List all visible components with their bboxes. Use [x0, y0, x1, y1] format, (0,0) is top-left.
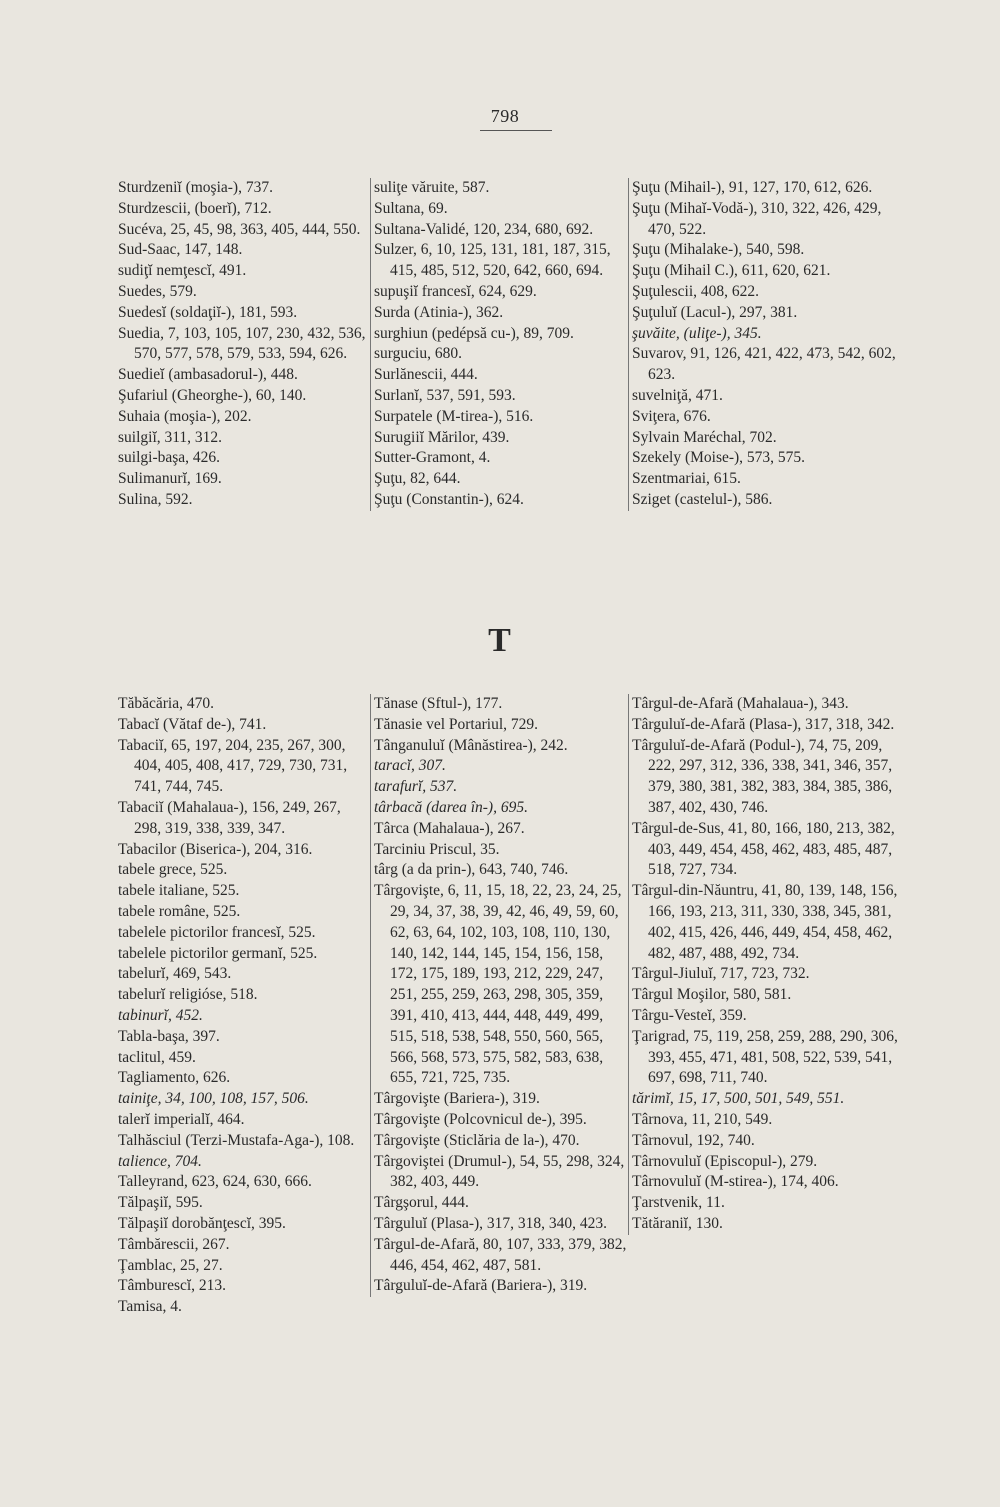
index-entry: Tabaciĭ, 65, 197, 204, 235, 267, 300, 404, 405, 408, 417, 729, 730, 731, 741, 744, 745. — [118, 736, 348, 796]
index-column-top-3 — [628, 178, 900, 511]
page-number-rule — [480, 130, 552, 131]
index-entry: Tălpaşiĭ, 595. — [118, 1194, 203, 1212]
index-entry: Talhăsciul (Terzi-Mustafa-Aga-), 108. — [118, 1131, 355, 1149]
index-entry: Târguluĭ-de-Afară (Plasa-), 317, 318, 342. — [632, 715, 895, 733]
index-entry: tabelele pictorilor francesĭ, 525. — [118, 923, 316, 941]
index-entry: Suhaia (moşia-), 202. — [118, 407, 252, 425]
index-entry: Sulzer, 6, 10, 125, 131, 181, 187, 315, 415, 485, 512, 520, 642, 660, 694. — [374, 241, 611, 280]
index-entry: Ţarigrad, 75, 119, 258, 259, 288, 290, 306, 393, 455, 471, 481, 508, 522, 539, 541, 697, 698, 711, 740. — [632, 1027, 898, 1087]
index-entry: Tagliamento, 626. — [118, 1069, 231, 1087]
index-entry: Târgovişte (Bariera-), 319. — [374, 1090, 540, 1108]
index-entry: Târgu-Vesteĭ, 359. — [632, 1006, 747, 1024]
index-entry: Surlanĭ, 537, 591, 593. — [374, 386, 516, 404]
index-entry: Sturdzeniĭ (moşia-), 737. — [118, 179, 273, 196]
index-entry: Suedieĭ (ambasadorul-), 448. — [118, 366, 298, 384]
index-entry: talerĭ imperialĭ, 464. — [118, 1110, 245, 1128]
index-entry: şuvăite, (uliţe-), 345. — [632, 324, 762, 342]
index-entry: surghiun (pedépsă cu-), 89, 709. — [374, 324, 574, 342]
index-entry: Târguluĭ-de-Afară (Podul-), 74, 75, 209, 222, 297, 312, 336, 338, 341, 346, 357, 379, 380, 381, 382, 383, 384, 385, 386, 387, 402, 430, 746. — [632, 736, 893, 816]
index-entry: Sulimanurĭ, 169. — [118, 470, 222, 488]
index-entry: Târnovuluĭ (M-stirea-), 174, 406. — [632, 1173, 839, 1191]
index-entry: Sziget (castelul-), 586. — [632, 490, 773, 508]
index-entry: Târgovişte (Polcovnicul de-), 395. — [374, 1110, 587, 1128]
index-column-bottom-2 — [370, 694, 630, 1297]
index-entry: Târguluĭ-de-Afară (Bariera-), 319. — [374, 1277, 588, 1295]
index-entry: Suedia, 7, 103, 105, 107, 230, 432, 536, 570, 577, 578, 579, 533, 594, 626. — [118, 324, 366, 363]
index-entry: surguciu, 680. — [374, 345, 462, 363]
index-entry: Ţamblac, 25, 27. — [118, 1256, 223, 1274]
index-entry: Sud-Saac, 147, 148. — [118, 241, 243, 259]
index-entry: Tâmbărescii, 267. — [118, 1235, 230, 1253]
index-entry: tainiţe, 34, 100, 108, 157, 506. — [118, 1090, 309, 1108]
index-entry: tabele grece, 525. — [118, 861, 228, 879]
index-entry: tabele italiane, 525. — [118, 882, 240, 900]
index-entry: Şuţuluĭ (Lacul-), 297, 381. — [632, 303, 798, 321]
index-entry: Târnovul, 192, 740. — [632, 1131, 755, 1149]
index-entry: Târgul Moşilor, 580, 581. — [632, 986, 792, 1004]
index-entry: Şuţu (Mihail C.), 611, 620, 621. — [632, 262, 831, 280]
index-entry: taracĭ, 307. — [374, 757, 446, 775]
index-entry: Şuţu (Mihail-), 91, 127, 170, 612, 626. — [632, 179, 873, 196]
index-entry: Tăbăcăria, 470. — [118, 695, 214, 712]
index-column-top-1 — [118, 178, 370, 511]
index-entry: Târca (Mahalaua-), 267. — [374, 819, 525, 837]
page-number: 798 — [490, 106, 520, 126]
index-entry: Ţarstvenik, 11. — [632, 1194, 725, 1212]
index-entry: Suedesĭ (soldaţiĭ-), 181, 593. — [118, 303, 298, 321]
index-entry: Sylvain Maréchal, 702. — [632, 428, 777, 446]
index-entry: tabelele pictorilor germanĭ, 525. — [118, 944, 318, 962]
index-entry: Surda (Atinia-), 362. — [374, 303, 504, 321]
index-entry: Târgul-din-Năuntru, 41, 80, 139, 148, 156, 166, 193, 213, 311, 330, 338, 345, 381, 402, 415, 426, 446, 449, 454, 458, 462, 482, 487, 488, 492, 734. — [632, 882, 898, 962]
index-entry: Tabla-başa, 397. — [118, 1027, 220, 1045]
index-entry: Szekely (Moise-), 573, 575. — [632, 449, 806, 467]
index-entry: suilgiĭ, 311, 312. — [118, 428, 223, 446]
index-entry: târbacă (darea în-), 695. — [374, 798, 528, 816]
index-entry: suilgi-başa, 426. — [118, 449, 221, 467]
index-entry: Sviţera, 676. — [632, 407, 711, 425]
index-entry: Surpatele (M-tirea-), 516. — [374, 407, 534, 425]
index-entry: suvelniţă, 471. — [632, 386, 723, 404]
index-entry: Târgul-de-Afară (Mahalaua-), 343. — [632, 695, 849, 712]
index-entry: Tânganuluĭ (Mânăstirea-), 242. — [374, 736, 568, 754]
index-entry: Sutter-Gramont, 4. — [374, 449, 491, 467]
index-entry: Tănase (Sftul-), 177. — [374, 695, 503, 712]
index-entry: Sucéva, 25, 45, 98, 363, 405, 444, 550. — [118, 220, 361, 238]
index-entry: Szentmariai, 615. — [632, 470, 741, 488]
index-entry: Tâmburescĭ, 213. — [118, 1277, 227, 1295]
index-entry: Suedes, 579. — [118, 282, 197, 300]
index-entry: Târgul-Jiuluĭ, 717, 723, 732. — [632, 965, 810, 983]
index-entry: sudiţĭ nemţescĭ, 491. — [118, 262, 247, 280]
index-entry: tabelurĭ, 469, 543. — [118, 965, 232, 983]
index-entry: tabelurĭ religióse, 518. — [118, 986, 258, 1004]
index-entry: Târgul-de-Afară, 80, 107, 333, 379, 382, 446, 454, 462, 487, 581. — [374, 1235, 627, 1274]
index-entry: Târgul-de-Sus, 41, 80, 166, 180, 213, 382, 403, 449, 454, 458, 462, 483, 485, 487, 518, 727, 734. — [632, 819, 895, 879]
index-entry: Suvarov, 91, 126, 421, 422, 473, 542, 602, 623. — [632, 345, 896, 384]
index-entry: Şuţulescii, 408, 622. — [632, 282, 760, 300]
index-entry: tabinurĭ, 452. — [118, 1006, 203, 1024]
index-entry: Şufariul (Gheorghe-), 60, 140. — [118, 386, 307, 404]
index-entry: Tamisa, 4. — [118, 1298, 182, 1316]
index-entry: Târnovuluĭ (Episcopul-), 279. — [632, 1152, 818, 1170]
index-entry: Talleyrand, 623, 624, 630, 666. — [118, 1173, 312, 1191]
index-entry: talience, 704. — [118, 1152, 202, 1170]
index-entry: Tabacĭ (Vătaf de-), 741. — [118, 715, 267, 733]
index-entry: Tabacilor (Biserica-), 204, 316. — [118, 840, 313, 858]
index-entry: Târgovişte (Sticlăria de la-), 470. — [374, 1131, 580, 1149]
index-column-bottom-3 — [628, 694, 900, 1235]
index-column-bottom-1 — [118, 694, 370, 1318]
index-entry: târg (a da prin-), 643, 740, 746. — [374, 861, 569, 879]
index-entry: tarafurĭ, 537. — [374, 778, 458, 796]
index-entry: Şuţu (Mihalake-), 540, 598. — [632, 241, 805, 259]
index-column-top-2 — [370, 178, 630, 511]
index-entry: Tabaciĭ (Mahalaua-), 156, 249, 267, 298, 319, 338, 339, 347. — [118, 798, 341, 837]
index-entry: Târguluĭ (Plasa-), 317, 318, 340, 423. — [374, 1214, 608, 1232]
index-entry: Şuţu, 82, 644. — [374, 470, 461, 488]
section-letter: T — [488, 622, 512, 659]
index-entry: supuşiĭ francesĭ, 624, 629. — [374, 282, 537, 300]
index-entry: Surlănescii, 444. — [374, 366, 478, 384]
index-entry: Şuţu (Mihaĭ-Vodă-), 310, 322, 426, 429, 470, 522. — [632, 199, 882, 238]
index-entry: Sultana, 69. — [374, 199, 448, 217]
index-entry: Tătăraniĭ, 130. — [632, 1214, 723, 1232]
index-entry: Sulina, 592. — [118, 490, 193, 508]
index-entry: tărimĭ, 15, 17, 500, 501, 549, 551. — [632, 1090, 845, 1108]
index-entry: taclitul, 459. — [118, 1048, 196, 1066]
index-entry: Târgoviştei (Drumul-), 54, 55, 298, 324, 382, 403, 449. — [374, 1152, 625, 1191]
index-entry: Sultana-Validé, 120, 234, 680, 692. — [374, 220, 594, 238]
index-entry: Târgovişte, 6, 11, 15, 18, 22, 23, 24, 25, 29, 34, 37, 38, 39, 42, 46, 49, 59, 60, 62, 63, 64, 102, 103, 108, 110, 130, 140, 142, 144, 145, 154, 156, 158, 172, 175, 189, 193, 212, 229, 247, 251, 255, 259, 263, 298, 305, 359, 391, 410, 413, 444, 448, 449, 499, 515, 518, 538, 548, 550, 560, 565, 566, 568, 573, 575, 582, 583, 638, 655, 721, 725, 735. — [374, 882, 622, 1087]
index-entry: tabele române, 525. — [118, 902, 241, 920]
index-entry: Surugiiĭ Mărilor, 439. — [374, 428, 510, 446]
index-entry: Sturdzescii, (boerĭ), 712. — [118, 199, 272, 217]
index-entry: Tălpaşiĭ dorobănţescĭ, 395. — [118, 1214, 286, 1232]
index-entry: Târgşorul, 444. — [374, 1194, 469, 1212]
index-entry: Şuţu (Constantin-), 624. — [374, 490, 524, 508]
index-entry: Tarciniu Priscul, 35. — [374, 840, 500, 858]
index-entry: suliţe văruite, 587. — [374, 179, 490, 196]
index-entry: Tănasie vel Portariul, 729. — [374, 715, 538, 733]
index-entry: Târnova, 11, 210, 549. — [632, 1110, 773, 1128]
